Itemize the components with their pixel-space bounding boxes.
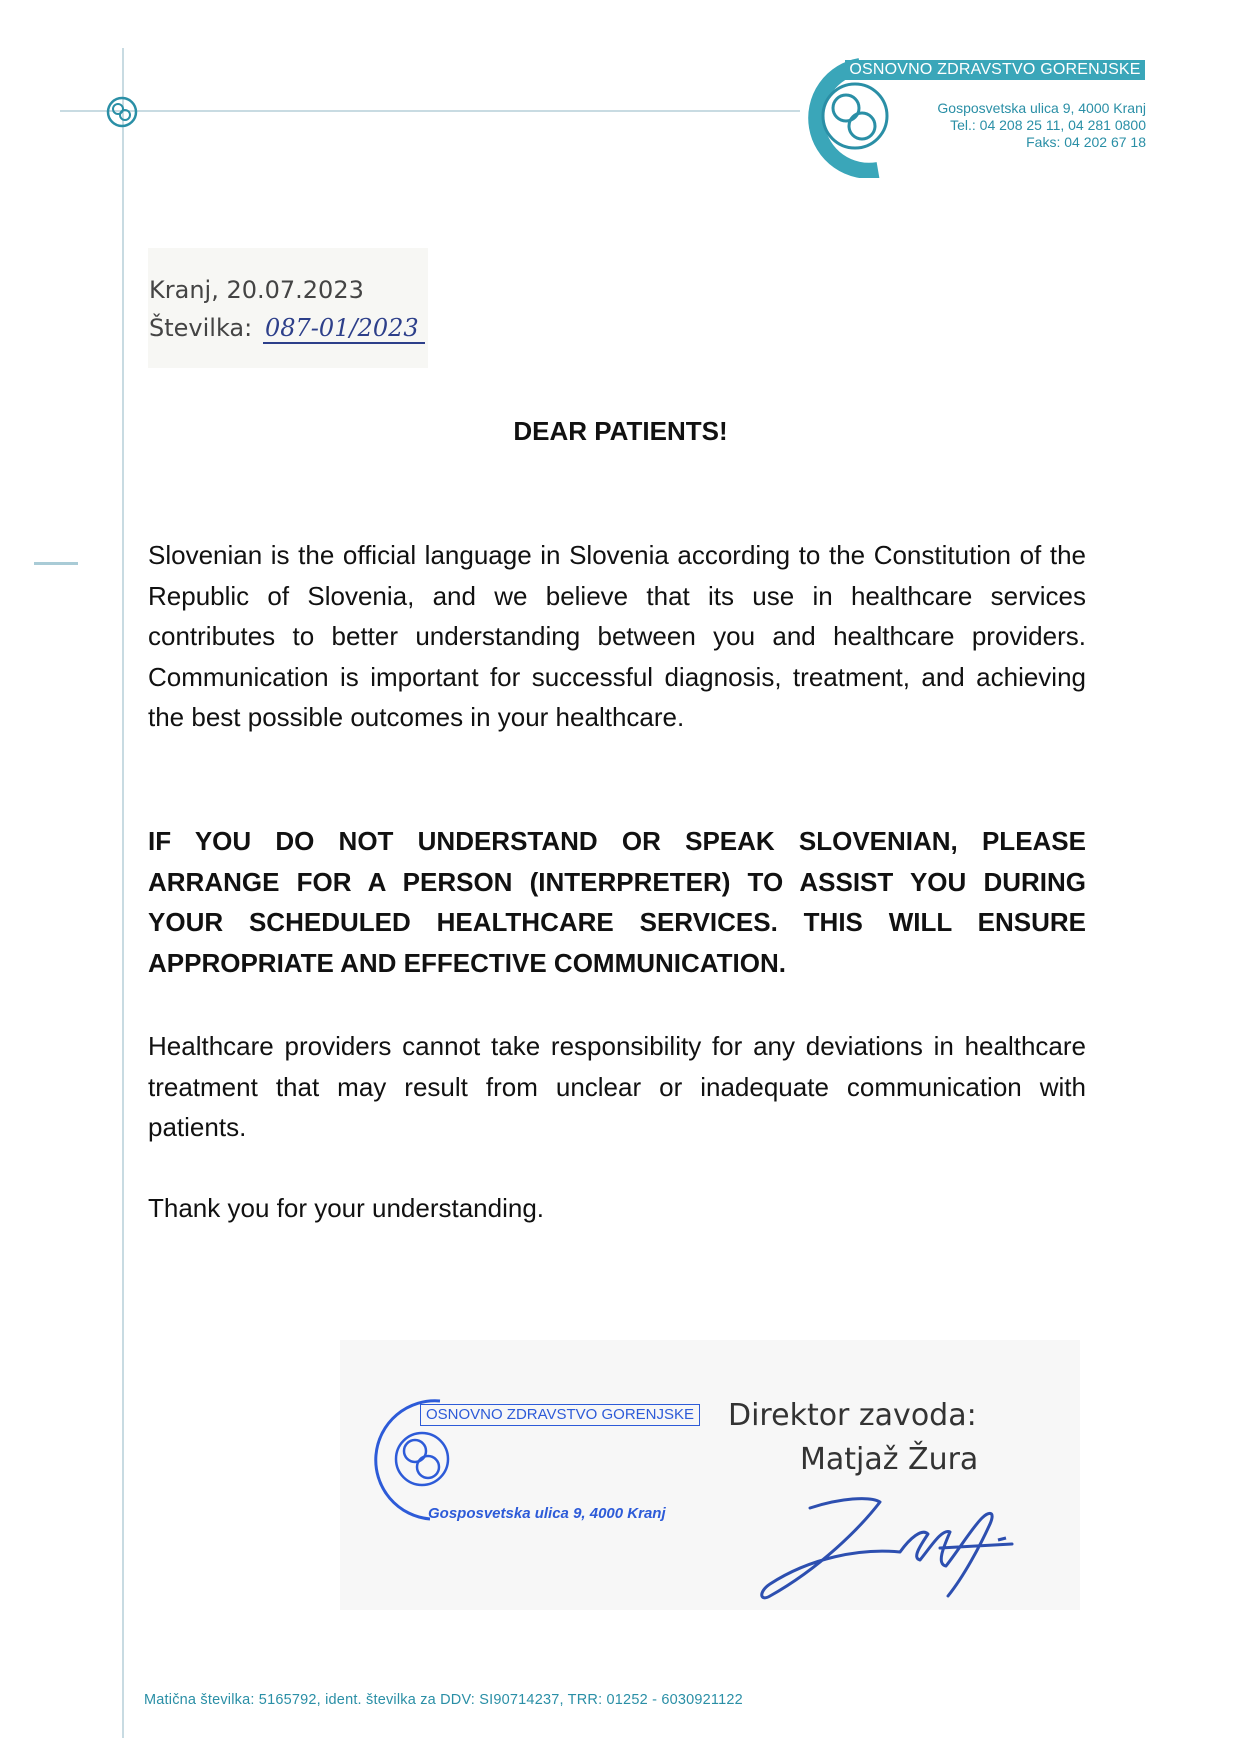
body-paragraph-3: Healthcare providers cannot take responsibility for any deviations in healthcare treatment that may result from unclear or inadequate communication with patients.	[148, 1031, 1086, 1142]
margin-rule-vertical	[122, 48, 124, 1738]
letterhead-phone: Tel.: 04 208 25 11, 04 281 0800	[950, 117, 1146, 133]
body-paragraph-1: Slovenian is the official language in Slovenia according to the Constitution of the Republic of Slovenia, and we believe that its use in healthcare services contributes to better understanding between you and healthcare providers. Communication is important for successful diagnosis, treatment, and achieving the best possible outcomes in your healthcare.	[148, 540, 1086, 732]
reference-box	[148, 248, 428, 368]
handwritten-signature	[750, 1488, 1030, 1608]
letterhead-org-name: OSNOVNO ZDRAVSTVO GORENJSKE	[845, 60, 1145, 80]
stamp-org-name: OSNOVNO ZDRAVSTVO GORENJSKE	[420, 1404, 700, 1426]
margin-rule-horizontal	[60, 110, 800, 112]
stamp-address: Gosposvetska ulica 9, 4000 Kranj	[428, 1505, 666, 1522]
body-paragraph-2: IF YOU DO NOT UNDERSTAND OR SPEAK SLOVENIAN, PLEASE ARRANGE FOR A PERSON (INTERPRETER) TO ASSIST YOU DURING YOUR SCHEDULED HEALTHCARE SERVICES. THIS WILL ENSURE APPROPRIATE AND EFFECTIVE COMMUNICATION.	[148, 826, 1086, 978]
footer-registration: Matična številka: 5165792, ident. številka za DDV: SI90714237, TRR: 01252 - 6030921122	[144, 1692, 743, 1708]
place-date: Kranj, 20.07.2023	[149, 276, 364, 304]
director-name: Matjaž Žura	[800, 1442, 979, 1477]
letterhead-address: Gosposvetska ulica 9, 4000 Kranj	[937, 100, 1146, 116]
director-title: Direktor zavoda:	[728, 1398, 977, 1433]
document-number: 087-01/2023	[263, 314, 425, 344]
fold-mark	[34, 562, 78, 565]
body-paragraph-4: Thank you for your understanding.	[148, 1193, 545, 1223]
small-logo-icon	[106, 96, 138, 128]
letterhead-fax: Faks: 04 202 67 18	[1026, 134, 1146, 150]
page-title: DEAR PATIENTS!	[513, 416, 728, 446]
number-label: Številka:	[149, 314, 253, 342]
